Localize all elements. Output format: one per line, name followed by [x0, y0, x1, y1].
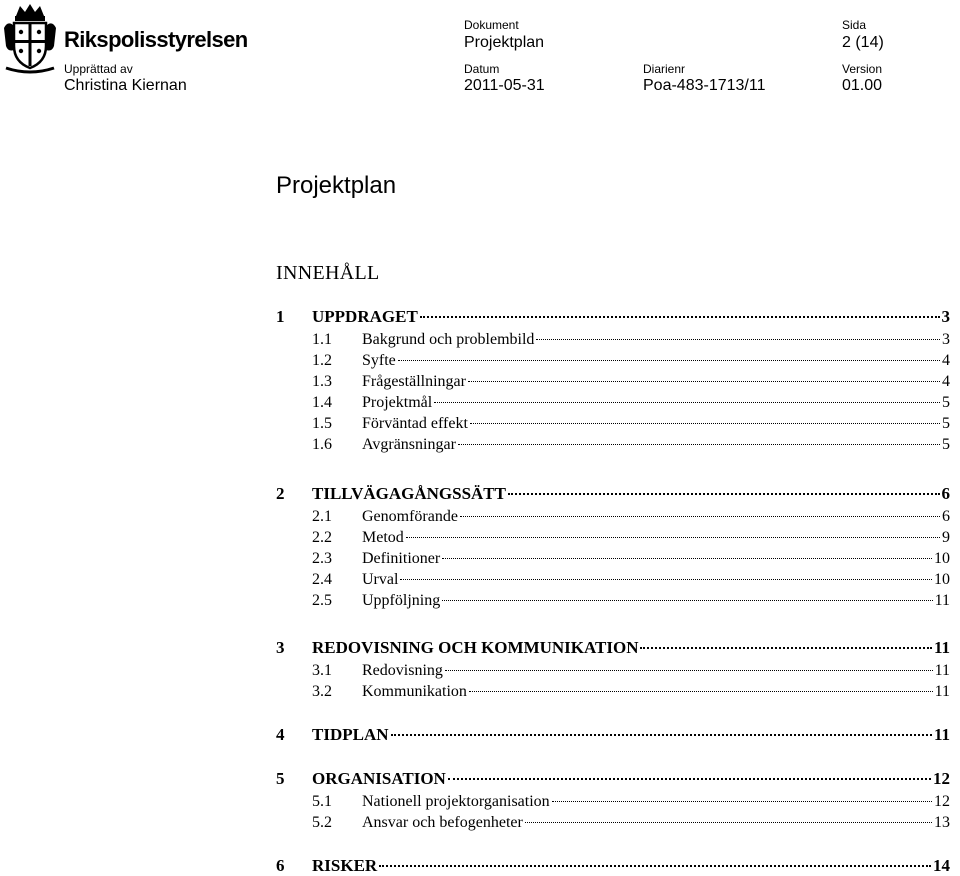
toc-entry[interactable] [276, 856, 950, 876]
toc-dot-leader [468, 381, 940, 382]
toc-entry-title: RISKER [312, 856, 378, 875]
toc-entry-number: 5 [276, 769, 285, 788]
toc-entry-number: 1.4 [312, 394, 332, 411]
toc-entry-title: REDOVISNING OCH KOMMUNIKATION [312, 638, 639, 657]
toc-entry-title: Avgränsningar [362, 436, 456, 453]
toc-dot-leader [442, 600, 932, 601]
toc-entry-page: 6 [942, 508, 950, 525]
toc-entry-title: TILLVÄGAGÅNGSSÄTT [312, 484, 506, 503]
toc-entry-number: 2.2 [312, 529, 332, 546]
page-title: Projektplan [276, 172, 397, 199]
toc-entry-number: 5.2 [312, 814, 332, 831]
toc-entry-title: Förväntad effekt [362, 415, 468, 432]
toc-entry-title: Bakgrund och problembild [362, 331, 535, 348]
toc-dot-leader [525, 822, 932, 823]
toc-entry-title: Nationell projektorganisation [362, 793, 550, 810]
toc-entry-page: 11 [934, 592, 950, 609]
toc-entry-number: 1.5 [312, 415, 332, 432]
toc-entry-title: Definitioner [362, 550, 441, 567]
toc-entry[interactable] [276, 508, 950, 528]
toc-entry[interactable] [276, 683, 950, 703]
dokument-value: Projektplan [464, 34, 545, 51]
toc-entry-page: 11 [934, 683, 950, 700]
toc-entry-number: 3.2 [312, 683, 332, 700]
toc-entry-title: Kommunikation [362, 683, 467, 700]
toc-entry[interactable] [276, 307, 950, 327]
toc-dot-leader [536, 339, 940, 340]
toc-dot-leader [470, 423, 940, 424]
version-value: 01.00 [842, 77, 883, 94]
sida-label: Sida [842, 18, 867, 32]
toc-entry[interactable] [276, 814, 950, 834]
toc-dot-leader [460, 516, 940, 517]
toc-entry[interactable] [276, 331, 950, 351]
toc-entry[interactable] [276, 550, 950, 570]
toc-entry-page: 12 [933, 769, 950, 788]
toc-entry-page: 12 [934, 793, 950, 810]
toc-dot-leader [406, 537, 940, 538]
toc-entry[interactable] [276, 662, 950, 682]
toc-entry[interactable] [276, 793, 950, 813]
toc-entry[interactable] [276, 415, 950, 435]
toc-entry[interactable] [276, 769, 950, 789]
toc-dot-leader [445, 670, 933, 671]
toc-entry-page: 11 [934, 662, 950, 679]
datum-value: 2011-05-31 [464, 77, 545, 94]
diarienr-value: Poa-483-1713/11 [643, 77, 766, 94]
toc-dot-leader [458, 444, 940, 445]
toc-entry[interactable] [276, 638, 950, 658]
toc-entry-number: 1.6 [312, 436, 332, 453]
toc-heading: INNEHÅLL [276, 262, 380, 284]
toc-entry-number: 5.1 [312, 793, 332, 810]
toc-entry[interactable] [276, 571, 950, 591]
toc-dot-leader [640, 647, 931, 649]
toc-entry-title: Uppföljning [362, 592, 441, 609]
toc-entry-title: Frågeställningar [362, 373, 466, 390]
toc-entry-title: Urval [362, 571, 399, 588]
toc-entry-page: 10 [934, 571, 950, 588]
toc-entry-page: 14 [933, 856, 950, 875]
diarienr-label: Diarienr [643, 62, 686, 76]
toc-entry-number: 3.1 [312, 662, 332, 679]
toc-entry-page: 6 [941, 484, 950, 503]
toc-entry-number: 6 [276, 856, 285, 875]
datum-label: Datum [464, 62, 500, 76]
version-label: Version [842, 62, 883, 76]
toc-entry[interactable] [276, 725, 950, 745]
coat-of-arms-logo [2, 2, 58, 74]
toc-entry-title: Redovisning [362, 662, 443, 679]
toc-entry-number: 1.2 [312, 352, 332, 369]
toc-entry[interactable] [276, 436, 950, 456]
toc-entry-page: 5 [942, 436, 950, 453]
toc-entry-page: 11 [933, 725, 950, 744]
dokument-label: Dokument [464, 18, 519, 32]
toc-entry-title: UPPDRAGET [312, 307, 418, 326]
toc-dot-leader [400, 579, 932, 580]
toc-entry-page: 5 [942, 394, 950, 411]
toc-entry[interactable] [276, 592, 950, 612]
toc-entry[interactable] [276, 394, 950, 414]
toc-dot-leader [508, 493, 940, 495]
toc-entry-title: Metod [362, 529, 404, 546]
org-name: Rikspolisstyrelsen [64, 27, 248, 52]
toc-entry-title: TIDPLAN [312, 725, 389, 744]
toc-entry-number: 1.1 [312, 331, 332, 348]
sida-value: 2 (14) [842, 34, 884, 51]
toc-entry-page: 4 [942, 373, 950, 390]
toc-dot-leader [469, 691, 933, 692]
toc-entry-number: 3 [276, 638, 285, 657]
toc-entry-number: 2.4 [312, 571, 332, 588]
toc-dot-leader [398, 360, 940, 361]
toc-entry-number: 1 [276, 307, 285, 326]
toc-dot-leader [442, 558, 932, 559]
toc-dot-leader [448, 778, 931, 780]
toc-entry-page: 13 [934, 814, 950, 831]
toc-entry-page: 3 [942, 331, 950, 348]
toc-entry-page: 3 [941, 307, 950, 326]
toc-entry-page: 4 [942, 352, 950, 369]
toc-dot-leader [379, 865, 931, 867]
toc-entry[interactable] [276, 529, 950, 549]
toc-entry[interactable] [276, 373, 950, 393]
toc-entry-title: Syfte [362, 352, 396, 369]
toc-entry-title: Genomförande [362, 508, 458, 525]
toc-dot-leader [391, 734, 932, 736]
toc-entry-number: 4 [276, 725, 285, 744]
upprattad-label: Upprättad av [64, 62, 133, 76]
toc-dot-leader [434, 402, 940, 403]
upprattad-value: Christina Kiernan [64, 77, 187, 94]
toc-entry[interactable] [276, 484, 950, 504]
toc-entry-title: Projektmål [362, 394, 433, 411]
toc-entry-title: Ansvar och befogenheter [362, 814, 523, 831]
toc-entry-number: 2.3 [312, 550, 332, 567]
toc-entry-number: 2.1 [312, 508, 332, 525]
toc-entry-page: 10 [934, 550, 950, 567]
toc-entry-number: 2 [276, 484, 285, 503]
toc-entry-title: ORGANISATION [312, 769, 446, 788]
toc-entry-number: 2.5 [312, 592, 332, 609]
toc-entry-page: 9 [942, 529, 950, 546]
toc-entry[interactable] [276, 352, 950, 372]
toc-entry-number: 1.3 [312, 373, 332, 390]
toc-entry-page: 5 [942, 415, 950, 432]
toc-dot-leader [420, 316, 940, 318]
toc-entry-page: 11 [933, 638, 950, 657]
toc-dot-leader [552, 801, 932, 802]
